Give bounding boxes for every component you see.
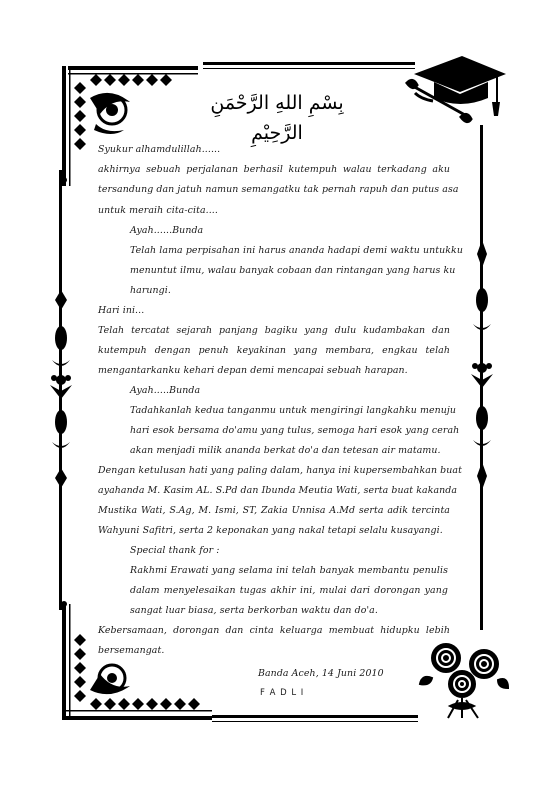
ornament-corner-icon: [50, 600, 215, 730]
bottom-rule-thick: [212, 715, 418, 718]
letter-line: akan menjadi milik ananda berkat do'a dan tetesan air matamu.: [130, 445, 441, 456]
signature-place-date: Banda Aceh, 14 Juni 2010: [258, 668, 384, 679]
letter-line: Telah lama perpisahan ini harus ananda hadapi demi waktu untukku: [130, 245, 463, 256]
letter-line: Telah tercatat sejarah panjang bagiku yang dulu kudambakan dan: [98, 325, 450, 336]
letter-line: dalam menyelesaikan tugas akhir ini, mulai dari dorongan yang: [130, 585, 448, 596]
signature-name: F A D L I: [260, 688, 305, 698]
letter-line: Wahyuni Safitri, serta 2 keponakan yang nakal tetapi selalu kusayangi.: [98, 525, 443, 536]
vine-ornament-icon: [48, 290, 74, 490]
bottom-rule-thin: [212, 721, 418, 722]
letter-line: bersemangat.: [98, 645, 165, 656]
letter-line: Syukur alhamdulillah......: [98, 144, 221, 155]
letter-line: tersandung dan jatuh namun semangatku tak pernah rapuh dan putus asa: [98, 184, 459, 195]
letter-line: kutempuh dengan penuh keyakinan yang membara, engkau telah: [98, 345, 450, 356]
bismillah-calligraphy: بِسْمِ اللهِ الرَّحْمَنِ الرَّحِيْمِ: [210, 92, 344, 144]
letter-line: mengantarkanku kehari depan demi mencapai sebuah harapan.: [98, 365, 408, 376]
letter-line: harungi.: [130, 285, 171, 296]
letter-line: Hari ini...: [98, 305, 145, 316]
letter-line: Tadahkanlah kedua tanganmu untuk mengiringi langkahku menuju: [130, 405, 457, 416]
roses-bouquet-icon: [418, 640, 510, 722]
vine-ornament-icon: [469, 240, 495, 490]
letter-line: Rakhmi Erawati yang selama ini telah banyak membantu penulis: [130, 565, 448, 576]
letter-line: menuntut ilmu, walau banyak cobaan dan rintangan yang harus ku: [130, 265, 456, 276]
letter-line: ayahanda M. Kasim AL. S.Pd dan Ibunda Meutia Wati, serta buat kakanda: [98, 485, 458, 496]
letter-line: Special thank for :: [130, 545, 220, 556]
letter-line: Dengan ketulusan hati yang paling dalam, hanya ini kupersembahkan buat: [98, 465, 462, 476]
letter-line: Ayah......Bunda: [130, 225, 204, 236]
letter-line: hari esok bersama do'amu yang tulus, semoga hari esok yang cerah: [130, 425, 460, 436]
letter-line: Mustika Wati, S.Ag, M. Ismi, ST, Zakia Unnisa A.Md serta adik tercinta: [98, 505, 450, 516]
top-rule-thin: [203, 68, 415, 69]
letter-line: untuk meraih cita-cita....: [98, 205, 218, 216]
top-rule-thick: [203, 62, 415, 65]
letter-line: Ayah.....Bunda: [130, 385, 201, 396]
letter-line: akhirnya sebuah perjalanan berhasil kutempuh walau terkadang aku: [98, 164, 450, 175]
letter-line: Kebersamaan, dorongan dan cinta keluarga membuat hidupku lebih: [98, 625, 450, 636]
letter-line: sangat luar biasa, serta berkorban waktu dan do'a.: [130, 605, 378, 616]
diploma-scroll-icon: [405, 75, 475, 125]
